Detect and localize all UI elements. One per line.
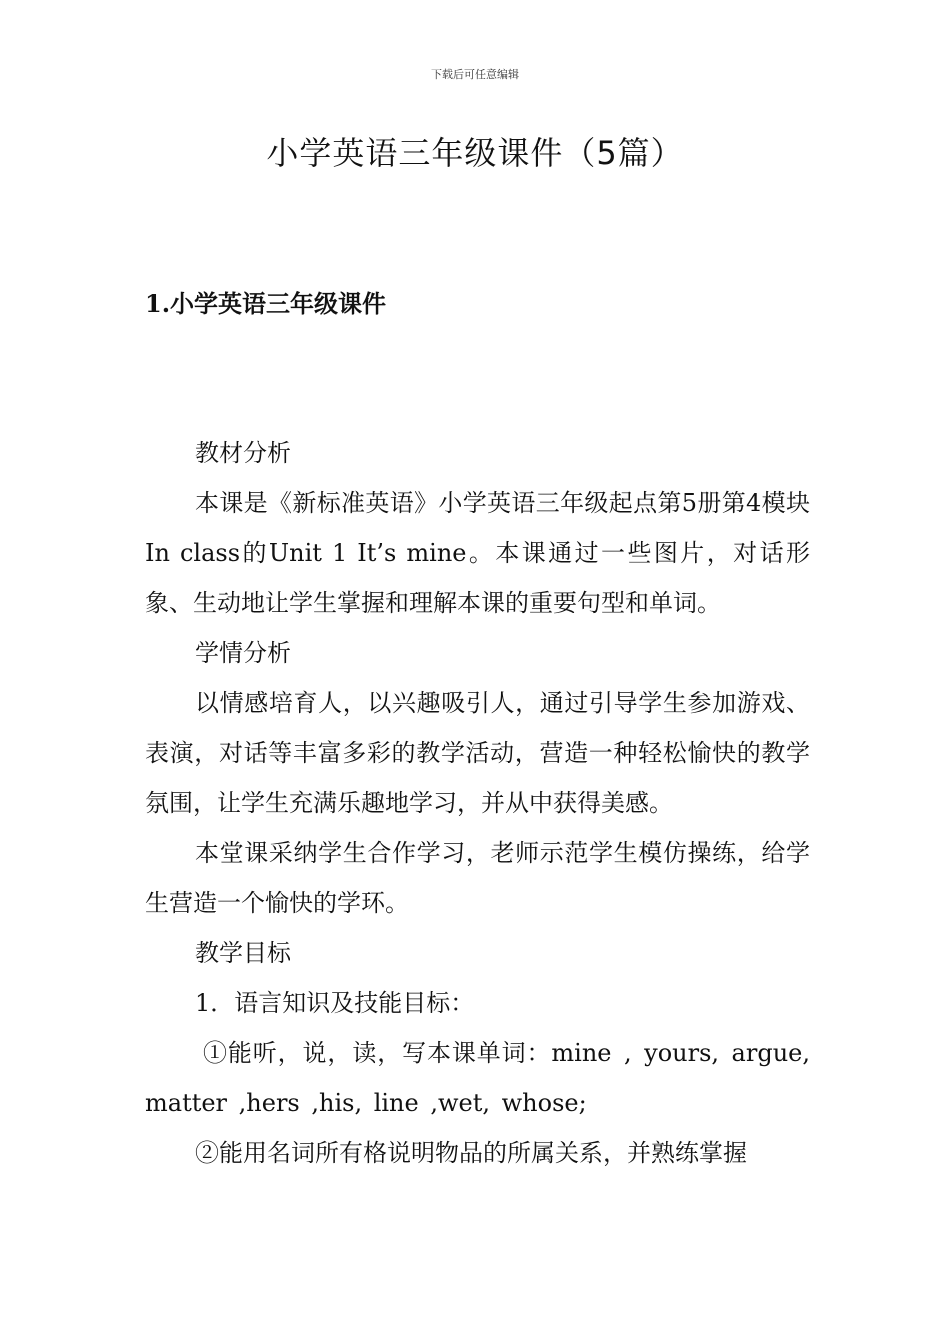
heading-teaching-objectives: 教学目标 <box>195 939 291 967</box>
document-title: 小学英语三年级课件（5篇） <box>266 134 684 172</box>
header-note: 下载后可任意编辑 <box>431 68 519 81</box>
section-heading: 1.小学英语三年级课件 <box>145 289 387 318</box>
heading-student-analysis: 学情分析 <box>195 639 291 667</box>
heading-textbook-analysis: 教材分析 <box>195 439 291 467</box>
paragraph-textbook-analysis: 本课是《新标准英语》小学英语三年级起点第5册第4模块In class的Unit 1 It’s mine。本课通过一些图片，对话形象、生动地让学生掌握和理解本课的重要句型和单词。 <box>145 489 810 617</box>
paragraph-cooperative-learning: 本堂课采纳学生合作学习，老师示范学生模仿操练，给学生营造一个愉快的学环。 <box>145 839 810 917</box>
objective-possessive: ②能用名词所有格说明物品的所属关系，并熟练掌握 <box>195 1139 747 1167</box>
objective-language-skills: 1．语言知识及技能目标： <box>195 989 475 1017</box>
objective-vocabulary: ①能听，说，读，写本课单词：mine , yours, argue, matter ,hers ,his, line ,wet, whose; <box>145 1039 810 1117</box>
document-body <box>145 428 810 1178</box>
paragraph-student-analysis: 以情感培育人，以兴趣吸引人，通过引导学生参加游戏、表演，对话等丰富多彩的教学活动，营造一种轻松愉快的教学氛围，让学生充满乐趣地学习，并从中获得美感。 <box>145 689 810 817</box>
